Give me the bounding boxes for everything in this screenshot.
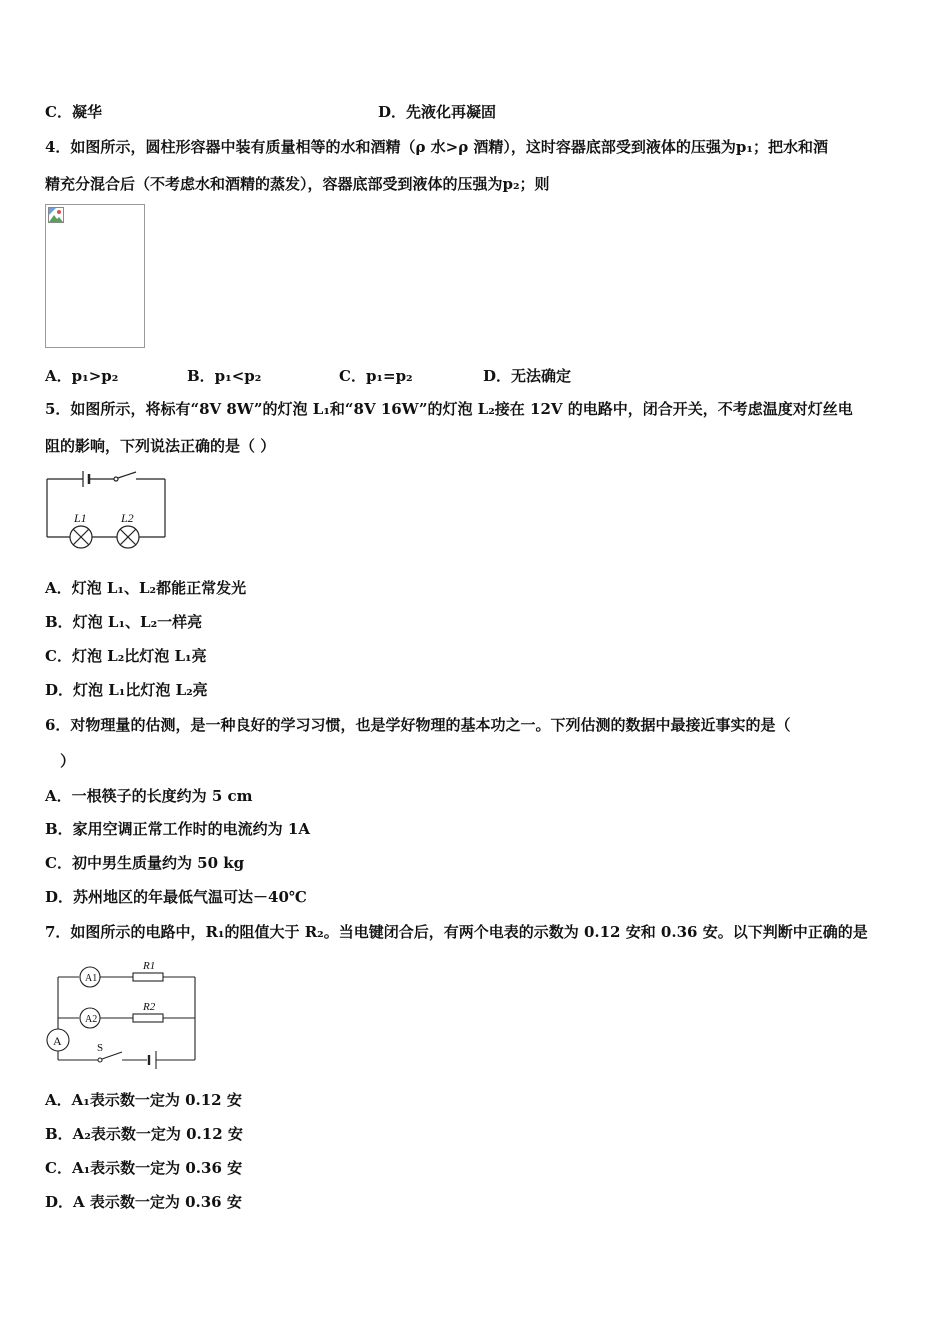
resistor-r1-label: R1 <box>143 960 156 972</box>
ammeter-a1-label: A1 <box>85 973 98 984</box>
q4-option-d: D．无法确定 <box>483 367 572 385</box>
switch-blade <box>102 1052 122 1059</box>
q7-stem-line1: 7．如图所示的电路中，R₁的阻值大于 R₂。当电键闭合后，有两个电表的示数为 0.12 安和 0.36 安。以下判断中正确的是 <box>45 923 868 941</box>
q6-option-d: D．苏州地区的年最低气温可达－40℃ <box>45 888 307 906</box>
q5-stem-line1: 5．如图所示，将标有“8V 8W”的灯泡 L₁和“8V 16W”的灯泡 L₂接在 12V 的电路中，闭合开关，不考虑温度对灯丝电 <box>45 400 853 418</box>
lamp-l1-label: L1 <box>74 511 87 525</box>
ammeter-a-label: A <box>53 1034 62 1048</box>
q5-option-d: D．灯泡 L₁比灯泡 L₂亮 <box>45 681 208 699</box>
q5-circuit-diagram <box>44 465 169 553</box>
q5-option-a: A．灯泡 L₁、L₂都能正常发光 <box>45 579 247 597</box>
q6-option-c: C．初中男生质量约为 50 kg <box>45 854 245 872</box>
q4-figure-placeholder <box>45 204 145 348</box>
resistor-r2-label: R2 <box>143 1001 156 1013</box>
q6-stem-line1: 6．对物理量的估测，是一种良好的学习习惯，也是学好物理的基本功之一。下列估测的数据中最接近事实的是（ <box>45 716 791 734</box>
q7-option-b: B．A₂表示数一定为 0.12 安 <box>45 1125 243 1143</box>
q5-stem-line2: 阻的影响，下列说法正确的是（ ） <box>45 437 276 455</box>
q7-option-c: C．A₁表示数一定为 0.36 安 <box>45 1159 243 1177</box>
switch-s-label: S <box>97 1042 104 1054</box>
q7-circuit-diagram <box>42 955 202 1070</box>
q4-option-c: C．p₁=p₂ <box>339 367 413 385</box>
lamp-l2-label: L2 <box>121 511 134 525</box>
switch-pivot <box>98 1058 102 1062</box>
switch-pivot <box>114 477 118 481</box>
q6-stem-line2: ） <box>60 752 76 770</box>
q7-option-d: D．A 表示数一定为 0.36 安 <box>45 1193 242 1211</box>
q7-option-a: A．A₁表示数一定为 0.12 安 <box>45 1091 242 1109</box>
resistor-r2 <box>133 1014 163 1022</box>
q5-option-c: C．灯泡 L₂比灯泡 L₁亮 <box>45 647 207 665</box>
q4-option-b: B．p₁<p₂ <box>187 367 262 385</box>
q3-option-c: C．凝华 <box>45 103 102 121</box>
q3-option-d: D．先液化再凝固 <box>378 103 497 121</box>
q5-option-b: B．灯泡 L₁、L₂一样亮 <box>45 613 203 631</box>
resistor-r1 <box>133 973 163 981</box>
q4-stem-line1: 4．如图所示，圆柱形容器中装有质量相等的水和酒精（ρ 水>ρ 酒精），这时容器底部受到液体的压强为p₁；把水和酒 <box>45 138 828 156</box>
q4-option-a: A．p₁>p₂ <box>45 367 119 385</box>
q6-option-b: B．家用空调正常工作时的电流约为 1A <box>45 820 310 838</box>
q4-stem-line2: 精充分混合后（不考虑水和酒精的蒸发），容器底部受到液体的压强为p₂；则 <box>45 175 550 193</box>
broken-image-icon <box>48 207 64 223</box>
q6-option-a: A．一根筷子的长度约为 5 cm <box>45 787 253 805</box>
switch-blade <box>118 472 136 478</box>
ammeter-a2-label: A2 <box>85 1014 98 1025</box>
